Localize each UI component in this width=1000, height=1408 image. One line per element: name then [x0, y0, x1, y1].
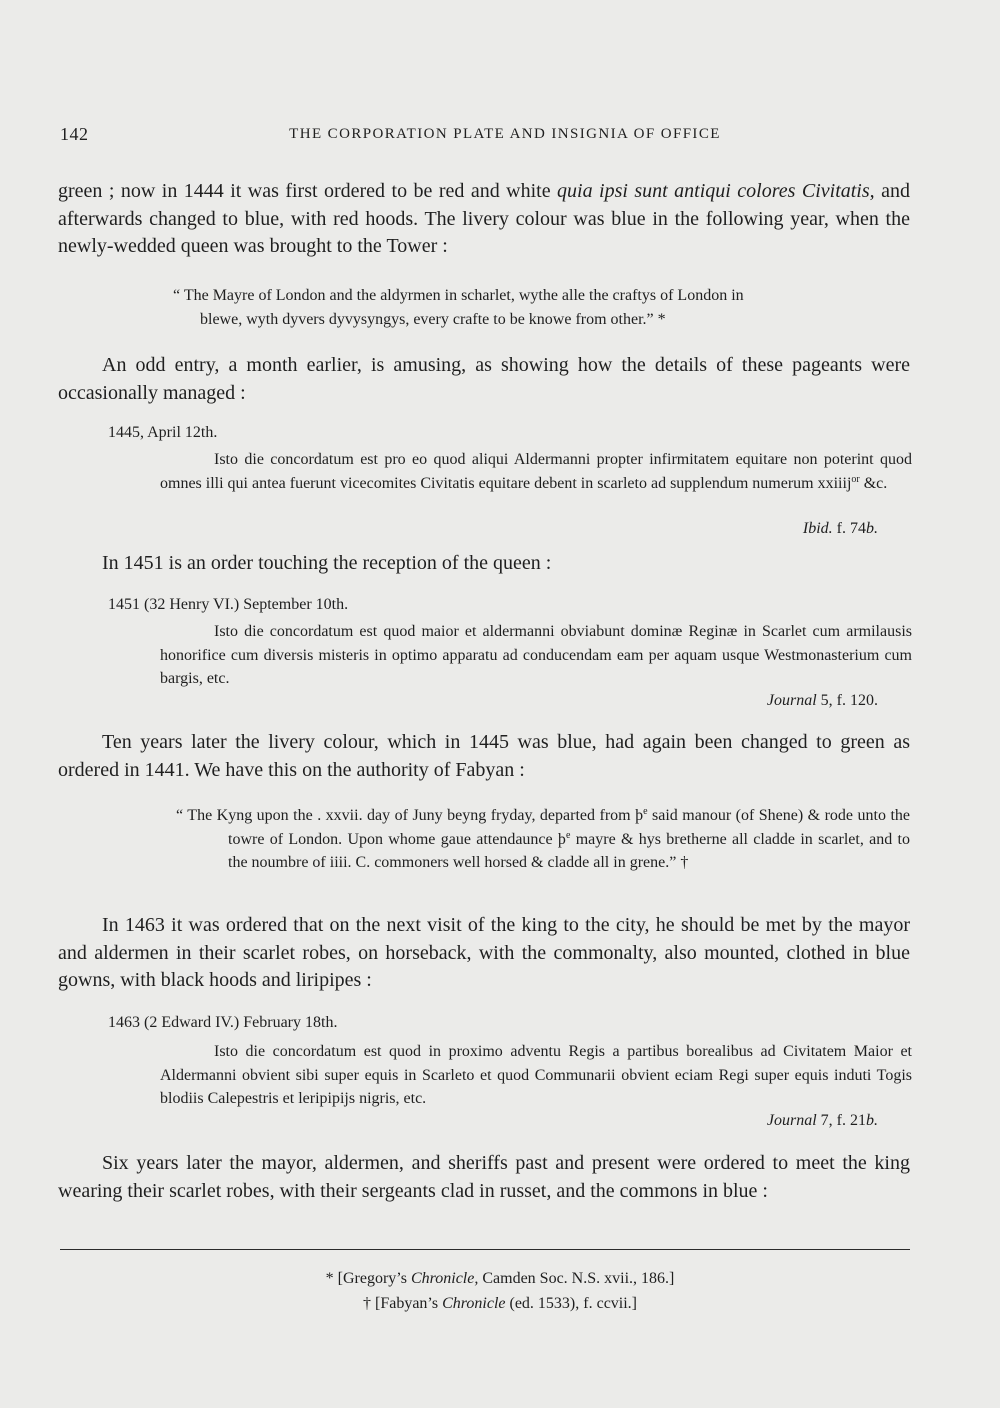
latin-entry-1445: Isto die concordatum est pro eo quod aliqui Aldermanni propter infirmitatem equitare non poterint quod omnes illi qui antea fuerunt vicecomites Civitatis equitare debent in scarleto ad supplendum numerum xxiiij$^{or}$ &c.: [160, 451, 912, 492]
citation-ibid: Ibid. f. 74b.: [802, 520, 878, 537]
entry-date-1445: 1445, April 12th.: [108, 424, 218, 441]
footnote-1: * [Gregory’s Chronicle, Camden Soc. N.S. xvii., 186.]: [325, 1270, 675, 1287]
entry-date-1451: 1451 (32 Henry VI.) September 10th.: [108, 596, 349, 613]
citation-journal-5: Journal 5, f. 120.: [766, 692, 878, 709]
latin-entry-1463: Isto die concordatum est quod in proximo adventu Regis a partibus borealibus ad Civitatem Maior et Aldermanni obvient sibi super equis in Scarleto et quod Communarii obvient eciam Regi super equis induti Togis blodiis Calepestris et leripipijs nigris, etc.: [160, 1043, 912, 1107]
page-header: [60, 124, 910, 146]
footnote-divider: [60, 1249, 910, 1250]
running-title: THE CORPORATION PLATE AND INSIGNIA OF OFFICE: [289, 126, 721, 142]
footnote-2: † [Fabyan’s Chronicle (ed. 1533), f. ccvii.]: [362, 1295, 638, 1312]
page-number: 142: [60, 124, 89, 144]
paragraph-1: green ; now in 1444 it was first ordered to be red and white quia ipsi sunt antiqui colores Civitatis, and afterwards changed to blue, with red hoods. The livery colour was blue in the following year, when the newly-wedded queen was brought to the Tower :: [58, 180, 910, 257]
quote-mayre: “ The Mayre of London and the aldyrmen in scharlet, wythe alle the craftys of London in blewe, wyth dyvers dyvysyngys, every crafte to be knowe from other.” *: [173, 287, 744, 328]
quote-fabyan: “ The Kyng upon the . xxvii. day of Juny beyng fryday, departed from $þ^e$ said manour (of Shene) & rode unto the towre of London. Upon whome gaue attendaunce $þ^e$ mayre & hys bretherne all cladde in scarlet, and to the noumbre of iiii. C. commoners well horsed & cladde all in grene.” †: [176, 806, 910, 871]
citation-journal-7: Journal 7, f. 21b.: [766, 1112, 878, 1129]
entry-date-1463: 1463 (2 Edward IV.) February 18th.: [108, 1014, 338, 1031]
paragraph-4: Ten years later the livery colour, which in 1445 was blue, had again been changed to green as ordered in 1441. We have this on the authority of Fabyan :: [58, 731, 910, 781]
paragraph-2: An odd entry, a month earlier, is amusing, as showing how the details of these pageants were occasionally managed :: [58, 354, 910, 404]
paragraph-5: In 1463 it was ordered that on the next visit of the king to the city, he should be met by the mayor and aldermen in their scarlet robes, on horseback, with the commonalty, also mounted, clothed in blue gowns, with black hoods and liripipes :: [58, 914, 910, 991]
latin-entry-1451: Isto die concordatum est quod maior et aldermanni obviabunt dominæ Reginæ in Scarlet cum armilausis honorifice cum diversis misteris in optimo apparatu ad conducendam eam per aquam usque Westmonasterium cum bargis, etc.: [160, 623, 912, 687]
latin-phrase: quia ipsi sunt antiqui colores Civitatis,: [557, 180, 875, 202]
paragraph-3: In 1451 is an order touching the reception of the queen :: [102, 552, 552, 574]
paragraph-6: Six years later the mayor, aldermen, and sheriffs past and present were ordered to meet the king wearing their scarlet robes, with their sergeants clad in russet, and the commons in blue :: [58, 1152, 910, 1202]
